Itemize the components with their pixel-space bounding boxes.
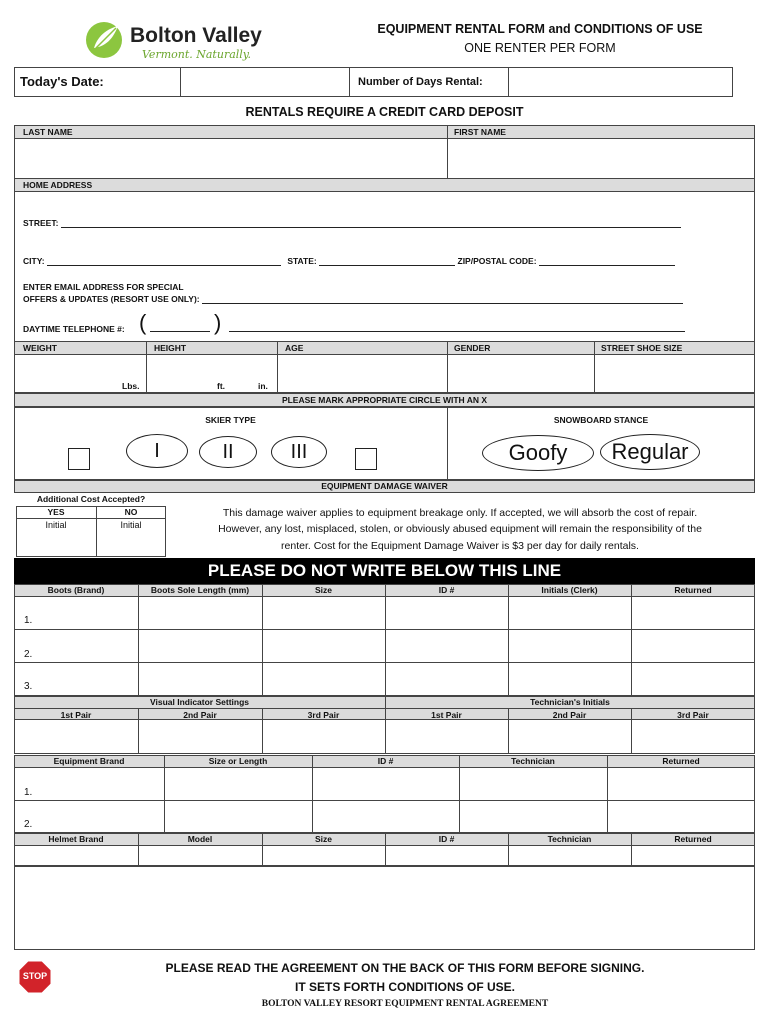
- boots-col-brand: Boots (Brand): [47, 585, 105, 595]
- email-label-2: OFFERS & UPDATES (RESORT USE ONLY):: [23, 294, 200, 304]
- visual-pair-2: 2nd Pair: [183, 710, 217, 720]
- tech-initials-label: Technician's Initials: [530, 697, 610, 707]
- boots-col-size: Size: [314, 585, 332, 595]
- in-unit: in.: [258, 381, 268, 391]
- form-subtitle: ONE RENTER PER FORM: [464, 41, 616, 55]
- boots-col-initials: Initials (Clerk): [541, 585, 598, 595]
- notes-box[interactable]: [14, 866, 755, 950]
- helmet-col-model: Model: [187, 834, 213, 844]
- footer-line-2: IT SETS FORTH CONDITIONS OF USE.: [294, 980, 515, 994]
- tech-pair-2: 2nd Pair: [552, 710, 587, 720]
- city-row: [23, 256, 675, 266]
- todays-date-label: Today's Date:: [20, 74, 104, 89]
- helmet-col-size: Size: [314, 834, 332, 844]
- state-label: STATE:: [287, 256, 317, 266]
- stance-regular-label: Regular: [611, 439, 689, 464]
- waiver-text-3: renter. Cost for the Equipment Damage Waiver is $3 per day for daily rentals.: [281, 540, 639, 552]
- zip-field[interactable]: [539, 256, 675, 266]
- mark-notice: PLEASE MARK APPROPRIATE CIRCLE WITH AN X: [14, 393, 755, 407]
- skier-type-ii[interactable]: [199, 436, 257, 468]
- snowboard-stance-label: SNOWBOARD STANCE: [553, 415, 649, 425]
- tech-pair-1: 1st Pair: [431, 710, 462, 720]
- home-address-header: [14, 178, 755, 192]
- paren-open: (: [139, 310, 147, 335]
- equip-row-1[interactable]: 1.: [24, 787, 33, 798]
- email-label-1: ENTER EMAIL ADDRESS FOR SPECIAL: [23, 282, 184, 292]
- first-name-label: FIRST NAME: [454, 127, 506, 137]
- shoe-size-field[interactable]: [595, 356, 754, 392]
- skier-type-i-label: I: [154, 439, 160, 462]
- stance-goofy[interactable]: [482, 435, 594, 471]
- state-field[interactable]: [319, 256, 455, 266]
- last-name-field[interactable]: [15, 140, 447, 178]
- boots-row-2[interactable]: 2.: [24, 649, 33, 660]
- age-label: AGE: [285, 343, 304, 353]
- boots-col-id: ID #: [438, 585, 455, 595]
- home-address-label: HOME ADDRESS: [23, 180, 93, 190]
- skier-left-checkbox[interactable]: [68, 448, 90, 470]
- helmet-col-returned: Returned: [674, 834, 712, 844]
- equip-col-tech: Technician: [511, 756, 555, 766]
- city-field[interactable]: [47, 256, 281, 266]
- skier-type-i[interactable]: [126, 434, 188, 468]
- waiver-no-label: NO: [124, 507, 138, 517]
- do-not-write-banner: PLEASE DO NOT WRITE BELOW THIS LINE: [14, 558, 755, 584]
- waiver-no-initial[interactable]: Initial: [120, 520, 142, 530]
- skier-type-ii-label: II: [222, 440, 234, 463]
- street-row: [23, 218, 681, 228]
- waiver-yes-label: YES: [47, 507, 65, 517]
- paren-close: ): [214, 310, 222, 335]
- equip-col-returned: Returned: [662, 756, 700, 766]
- boots-row-1[interactable]: 1.: [24, 615, 33, 626]
- logo: [84, 18, 274, 64]
- email-row: [23, 294, 683, 304]
- equip-row-2[interactable]: 2.: [24, 819, 33, 830]
- city-label: CITY:: [23, 256, 45, 266]
- days-rental-field[interactable]: [509, 68, 732, 96]
- email-field[interactable]: [202, 294, 683, 304]
- lbs-unit: Lbs.: [122, 381, 140, 391]
- stance-goofy-label: Goofy: [508, 440, 568, 465]
- ft-unit: ft.: [217, 381, 226, 391]
- helmet-col-tech: Technician: [547, 834, 592, 844]
- todays-date-field[interactable]: [181, 68, 349, 96]
- helmet-col-brand: Helmet Brand: [48, 834, 104, 844]
- waiver-yes-initial[interactable]: Initial: [45, 520, 67, 530]
- age-field[interactable]: [278, 356, 447, 392]
- waiver-text-2: However, any lost, misplaced, stolen, or obviously abused equipment will remain the responsibility of the: [218, 523, 702, 535]
- phone-label: DAYTIME TELEPHONE #:: [23, 324, 125, 334]
- phone-field[interactable]: [229, 322, 685, 332]
- street-field[interactable]: [61, 218, 681, 228]
- skier-type-iii-label: III: [290, 440, 308, 463]
- boots-row-3[interactable]: 3.: [24, 681, 33, 692]
- skier-type-label: SKIER TYPE: [205, 415, 256, 425]
- logo-tagline: Vermont. Naturally.: [142, 48, 252, 61]
- street-label: STREET:: [23, 218, 59, 228]
- zip-label: ZIP/POSTAL CODE:: [457, 256, 537, 266]
- stance-regular[interactable]: [600, 434, 700, 470]
- waiver-accepted-label: Additional Cost Accepted?: [36, 494, 146, 504]
- area-code-field[interactable]: [150, 322, 210, 332]
- stop-sign-text: STOP: [22, 971, 48, 981]
- boots-col-sole: Boots Sole Length (mm): [150, 585, 250, 595]
- weight-label: WEIGHT: [23, 343, 57, 353]
- name-header: [14, 125, 755, 139]
- logo-name: Bolton Valley: [130, 24, 262, 47]
- footer-line-1: PLEASE READ THE AGREEMENT ON THE BACK OF THIS FORM BEFORE SIGNING.: [165, 961, 645, 975]
- gender-label: GENDER: [454, 343, 491, 353]
- gender-field[interactable]: [448, 356, 594, 392]
- form-title: EQUIPMENT RENTAL FORM and CONDITIONS OF USE: [377, 22, 703, 36]
- boots-col-returned: Returned: [674, 585, 712, 595]
- first-name-field[interactable]: [448, 140, 754, 178]
- visual-indicator-label: Visual Indicator Settings: [149, 697, 250, 707]
- waiver-text-1: This damage waiver applies to equipment breakage only. If accepted, we will absorb the cost of repair.: [222, 507, 698, 519]
- height-label: HEIGHT: [154, 343, 187, 353]
- deposit-notice: RENTALS REQUIRE A CREDIT CARD DEPOSIT: [245, 105, 524, 119]
- days-rental-label: Number of Days Rental:: [358, 76, 483, 88]
- visual-pair-1: 1st Pair: [60, 710, 92, 720]
- equip-col-id: ID #: [377, 756, 394, 766]
- visual-pair-3: 3rd Pair: [307, 710, 340, 720]
- equip-col-brand: Equipment Brand: [53, 756, 125, 766]
- waiver-header: EQUIPMENT DAMAGE WAIVER: [14, 480, 755, 493]
- skier-right-checkbox[interactable]: [355, 448, 377, 470]
- logo-leaf-icon: [84, 18, 126, 62]
- last-name-label: LAST NAME: [23, 127, 73, 137]
- helmet-col-id: ID #: [438, 834, 455, 844]
- footer-line-3: BOLTON VALLEY RESORT EQUIPMENT RENTAL AGREEMENT: [261, 999, 549, 1009]
- shoe-size-label: STREET SHOE SIZE: [601, 343, 683, 353]
- equip-col-size: Size or Length: [208, 756, 268, 766]
- tech-pair-3: 3rd Pair: [677, 710, 709, 720]
- skier-type-iii[interactable]: [271, 436, 327, 468]
